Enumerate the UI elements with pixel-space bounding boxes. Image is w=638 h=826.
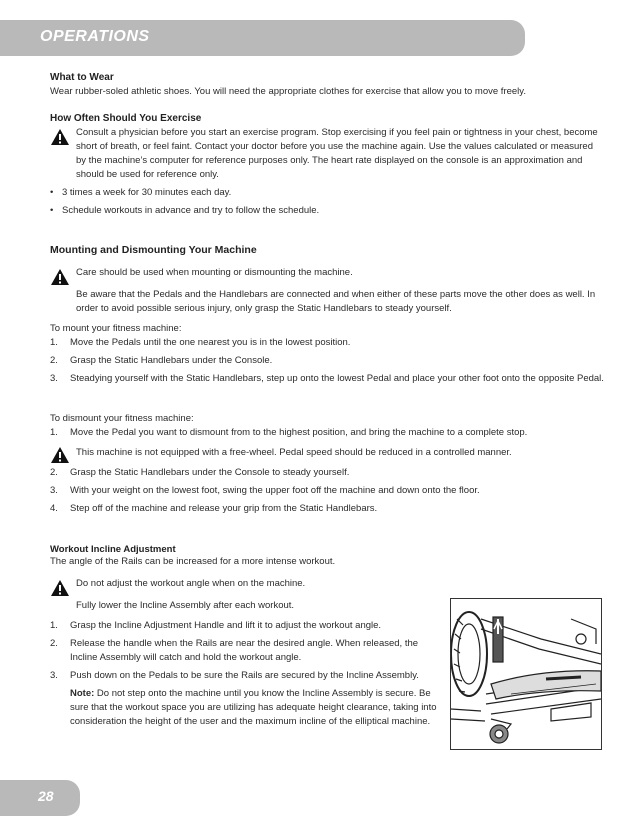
dismount-warning: This machine is not equipped with a free-wheel. Pedal speed should be reduced in a controlled manner.	[76, 447, 512, 458]
note-label: Note:	[70, 688, 95, 699]
list-item: 2. Release the handle when the Rails are near the desired angle. When released, the Incline Assembly will catch and hold the workout angle.	[50, 638, 419, 663]
warning-block	[50, 266, 605, 316]
warning-block	[50, 444, 605, 460]
section-title-mounting: Mounting and Dismounting Your Machine	[50, 244, 257, 256]
incline-warning-1: Do not adjust the workout angle when on the machine.	[76, 578, 306, 589]
warning-block	[50, 577, 456, 613]
list-item: 1. Move the Pedal you want to dismount from to the highest position, and bring the machine to a complete stop.	[50, 427, 528, 438]
mount-intro: To mount your fitness machine:	[50, 323, 182, 334]
section-title-incline: Workout Incline Adjustment	[50, 544, 176, 555]
often-bullets	[50, 186, 605, 218]
page-title: OPERATIONS	[40, 28, 150, 45]
list-item: 1. Move the Pedals until the one nearest you is in the lowest position.	[50, 337, 351, 348]
warning-icon	[50, 128, 70, 146]
note-block	[50, 687, 440, 729]
incline-assembly-illustration	[450, 598, 602, 750]
list-item: 3. Push down on the Pedals to be sure the Rails are secured by the Incline Assembly.	[50, 670, 419, 681]
header-banner	[0, 20, 525, 56]
note-text: Do not step onto the machine until you know the Incline Assembly is secure. Be sure that the workout space you are utilizing has adequate height clearance, taking into consideration the height of the user and the maximum incline of the elliptical machine.	[70, 688, 437, 727]
page-number-tab	[0, 780, 80, 816]
list-item: 2. Grasp the Static Handlebars under the Console to steady yourself.	[50, 467, 350, 478]
section-title-wear: What to Wear	[50, 72, 114, 83]
mounting-warning-1: Care should be used when mounting or dismounting the machine.	[76, 267, 353, 278]
list-item: • 3 times a week for 30 minutes each day.	[50, 187, 232, 198]
incline-warning-2: Fully lower the Incline Assembly after each workout.	[76, 600, 295, 611]
page-number: 28	[38, 788, 54, 804]
list-item: 3. With your weight on the lowest foot, swing the upper foot off the machine and down onto the floor.	[50, 485, 480, 496]
list-item: • Schedule workouts in advance and try to follow the schedule.	[50, 205, 320, 216]
mounting-warning-2: Be aware that the Pedals and the Handlebars are connected and when either of these parts move the other does as well. In order to avoid possible serious injury, only grasp the Static Handlebars to steady yourself.	[76, 289, 596, 314]
often-warning-text: Consult a physician before you start an exercise program. Stop exercising if you feel pain or tightness in your chest, become short of breath, or feel faint. Contact your doctor before you use the machine again. Use the values calculated or measured by the machine’s computer for reference purposes only. The heart rate displayed on the console is an approximation and should be used for reference only.	[76, 127, 598, 180]
dismount-steps	[50, 426, 605, 440]
dismount-intro: To dismount your fitness machine:	[50, 413, 194, 424]
list-item: 3. Steadying yourself with the Static Handlebars, step up onto the lowest Pedal and place your other foot onto the opposite Pedal.	[50, 373, 604, 384]
wear-text: Wear rubber-soled athletic shoes. You will need the appropriate clothes for exercise that allow you to move freely.	[50, 86, 526, 97]
incline-text: The angle of the Rails can be increased for a more intense workout.	[50, 556, 336, 567]
machine-illustration-icon	[451, 599, 601, 749]
warning-icon	[50, 446, 70, 464]
warning-icon	[50, 579, 70, 597]
dismount-steps-rest	[50, 466, 605, 516]
section-title-often: How Often Should You Exercise	[50, 113, 202, 124]
warning-block	[50, 126, 605, 182]
list-item: 4. Step off of the machine and release your grip from the Static Handlebars.	[50, 503, 378, 514]
warning-icon	[50, 268, 70, 286]
incline-steps	[50, 619, 440, 683]
mount-steps	[50, 336, 605, 386]
list-item: 2. Grasp the Static Handlebars under the Console.	[50, 355, 273, 366]
list-item: 1. Grasp the Incline Adjustment Handle and lift it to adjust the workout angle.	[50, 620, 382, 631]
